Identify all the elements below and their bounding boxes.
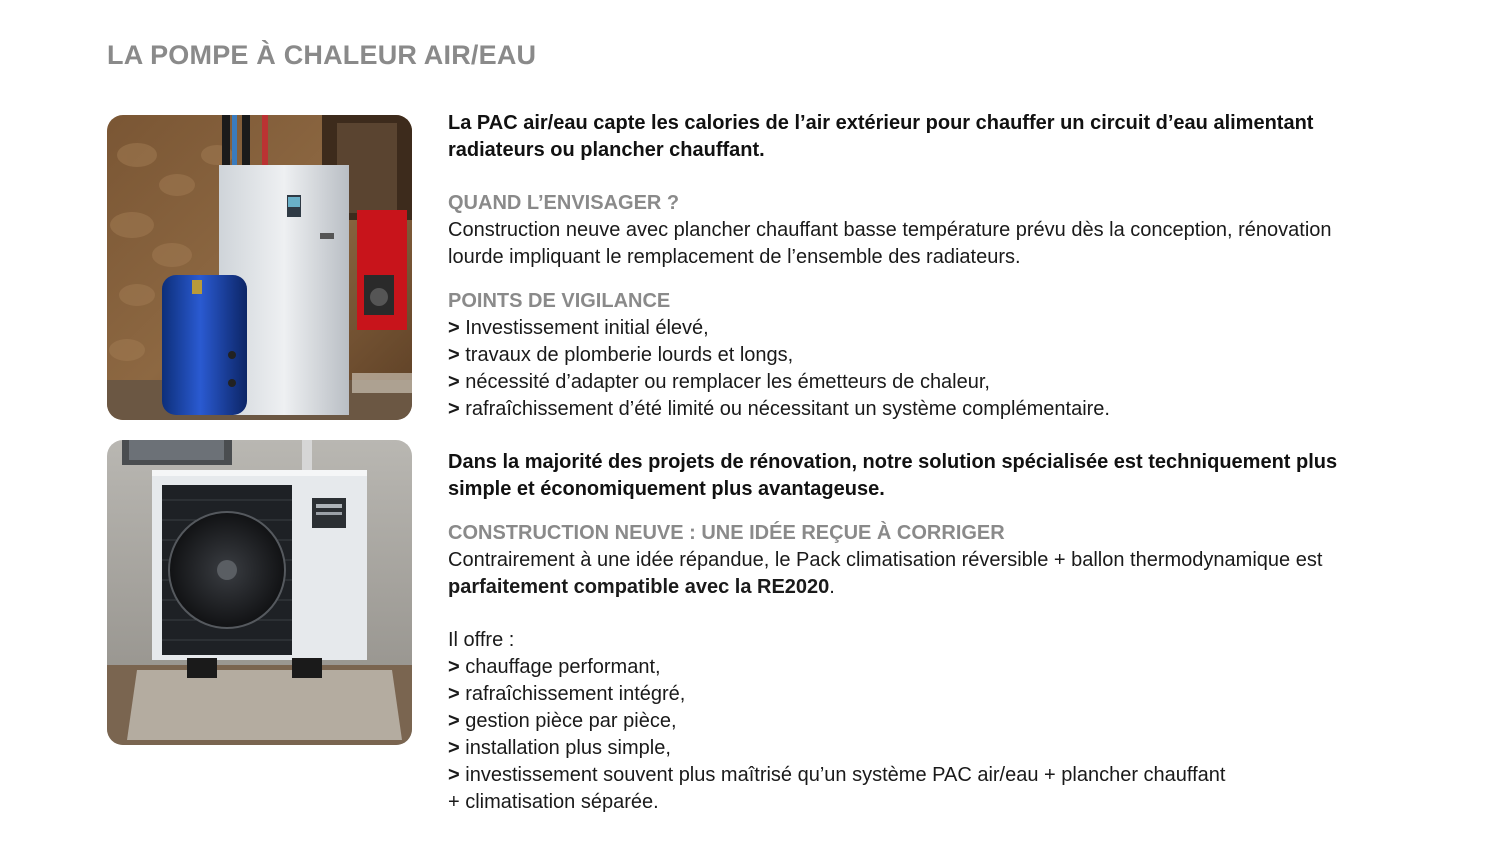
offer-item-text: installation plus simple,: [465, 737, 671, 759]
new-build-text-bold: parfaitement compatible avec la RE2020: [448, 576, 830, 598]
when-heading: QUAND L’ENVISAGER ?: [448, 192, 680, 214]
photo-outdoor-heat-pump-unit: [107, 440, 412, 745]
intro-text: La PAC air/eau capte les calories de l’air extérieur pour chauffer un circuit d’eau alimentant radiateurs ou plancher chauffant.: [448, 112, 1314, 161]
main-content: [448, 110, 1378, 816]
list-item: [448, 342, 1378, 369]
list-marker: >: [448, 398, 460, 420]
list-marker: >: [448, 317, 460, 339]
offer-tail: + climatisation séparée.: [448, 791, 659, 813]
vigilance-item-text: travaux de plomberie lourds et longs,: [465, 344, 794, 366]
offer-item-text: rafraîchissement intégré,: [465, 683, 686, 705]
offer-item-text: chauffage performant,: [465, 656, 661, 678]
new-build-text-after: .: [829, 576, 835, 598]
vigilance-item-text: rafraîchissement d’été limité ou nécessitant un système complémentaire.: [465, 398, 1110, 420]
list-marker: >: [448, 737, 460, 759]
list-item: [448, 681, 1378, 708]
conclusion-text: Dans la majorité des projets de rénovation, notre solution spécialisée est techniquement plus simple et économiquement plus avantageuse.: [448, 451, 1338, 500]
new-build-text-before: Contrairement à une idée répandue, le Pack climatisation réversible + ballon thermodynamique est: [448, 549, 1323, 571]
when-text: Construction neuve avec plancher chauffant basse température prévu dès la conception, rénovation lourde impliquant le remplacement de l’ensemble des radiateurs.: [448, 219, 1332, 268]
vigilance-item-text: nécessité d’adapter ou remplacer les émetteurs de chaleur,: [465, 371, 990, 393]
vigilance-heading: POINTS DE VIGILANCE: [448, 290, 671, 312]
offer-intro: Il offre :: [448, 629, 515, 651]
list-marker: >: [448, 764, 460, 786]
list-item: [448, 369, 1378, 396]
list-marker: >: [448, 710, 460, 732]
list-marker: >: [448, 371, 460, 393]
list-item: [448, 654, 1378, 681]
offer-item-text: investissement souvent plus maîtrisé qu’un système PAC air/eau + plancher chauffant: [465, 764, 1226, 786]
vigilance-list: [448, 315, 1378, 423]
new-build-heading: CONSTRUCTION NEUVE : UNE IDÉE REÇUE À CORRIGER: [448, 522, 1005, 544]
page-title: LA POMPE À CHALEUR AIR/EAU: [107, 40, 537, 70]
new-build-text: [448, 547, 1378, 601]
list-marker: >: [448, 683, 460, 705]
photo-indoor-heat-pump: [107, 115, 412, 420]
list-item: [448, 735, 1378, 762]
list-marker: >: [448, 344, 460, 366]
offer-item-text: gestion pièce par pièce,: [465, 710, 677, 732]
vigilance-item-text: Investissement initial élevé,: [465, 317, 709, 339]
list-item: [448, 762, 1378, 789]
list-item: [448, 315, 1378, 342]
list-item: [448, 708, 1378, 735]
list-item: [448, 396, 1378, 423]
offer-list: [448, 654, 1378, 816]
list-marker: >: [448, 656, 460, 678]
